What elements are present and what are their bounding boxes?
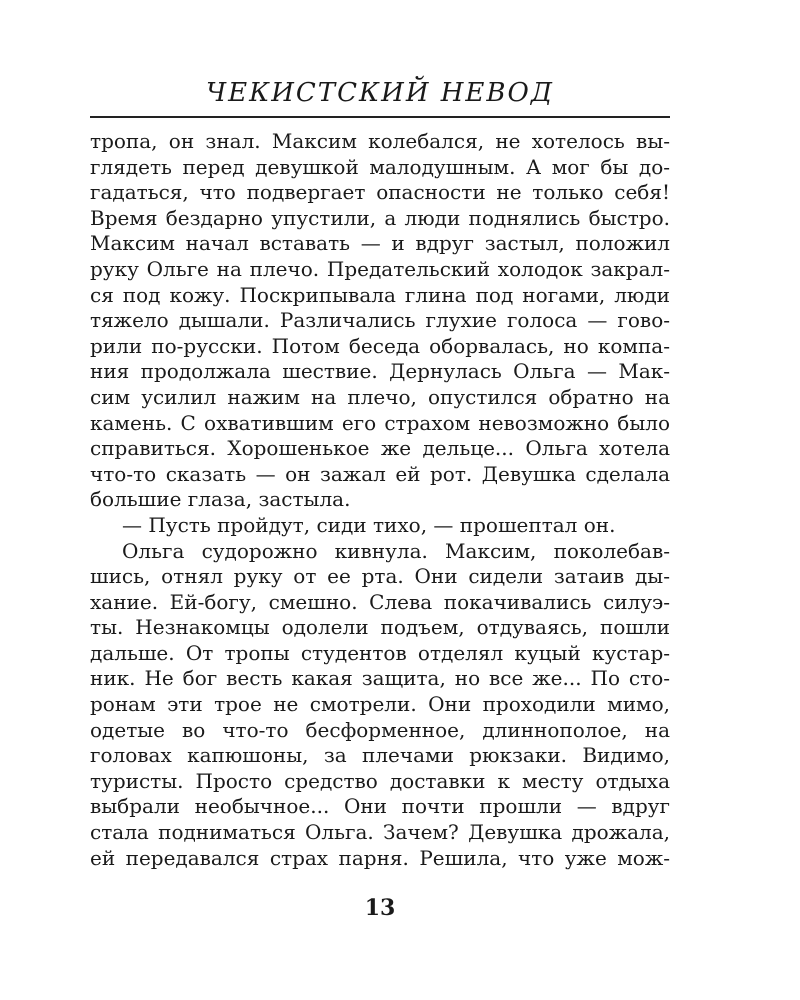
text-line: что-то сказать — он зажал ей рот. Девушка сделала	[90, 461, 670, 486]
text-line: тяжело дышали. Различались глухие голоса — гово-	[90, 308, 670, 333]
text-line: справиться. Хорошенькое же дельце... Ольга хотела	[90, 436, 670, 461]
text-line: рили по-русски. Потом беседа оборвалась, но компа-	[90, 333, 670, 358]
text-line: Время бездарно упустили, а люди поднялись быстро.	[90, 205, 670, 230]
text-line: стала подниматься Ольга. Зачем? Девушка дрожала,	[90, 820, 670, 845]
running-title: ЧЕКИСТСКИЙ НЕВОД	[206, 78, 554, 108]
text-line: Максим начал вставать — и вдруг застыл, положил	[90, 231, 670, 256]
text-line: туристы. Просто средство доставки к месту отдыха	[90, 768, 670, 793]
page-number: 13	[364, 895, 396, 921]
text-line: выбрали необычное... Они почти прошли — вдруг	[90, 794, 670, 819]
text-line: хание. Ей-богу, смешно. Слева покачивались силуэ-	[90, 589, 670, 614]
text-line: руку Ольге на плечо. Предательский холодок закрал-	[90, 256, 670, 281]
header-rule	[90, 116, 670, 118]
text-line: дальше. От тропы студентов отделял куцый кустар-	[90, 640, 670, 665]
text-line: глядеть перед девушкой малодушным. А мог бы до-	[90, 154, 670, 179]
text-line: сим усилил нажим на плечо, опустился обратно на	[90, 384, 670, 409]
text-line: ния продолжала шествие. Дернулась Ольга — Мак-	[90, 359, 670, 384]
text-line: головах капюшоны, за плечами рюкзаки. Видимо,	[90, 743, 670, 768]
dialogue-line: — Пусть пройдут, сиди тихо, — прошептал он.	[122, 512, 616, 537]
text-line: шись, отнял руку от ее рта. Они сидели затаив ды-	[90, 564, 670, 589]
text-line: камень. С охватившим его страхом невозможно было	[90, 410, 670, 435]
text-line: большие глаза, застыла.	[90, 487, 351, 512]
text-line: Ольга судорожно кивнула. Максим, поколебав-	[122, 538, 670, 563]
text-line: гадаться, что подвергает опасности не только себя!	[90, 180, 670, 205]
text-line: ронам эти трое не смотрели. Они проходили мимо,	[90, 692, 670, 717]
text-line: ей передавался страх парня. Решила, что уже мож-	[90, 845, 670, 870]
body-text	[90, 129, 670, 871]
text-line: ся под кожу. Поскрипывала глина под ногами, люди	[90, 282, 670, 307]
text-line: тропа, он знал. Максим колебался, не хотелось вы-	[90, 129, 670, 153]
text-line: одетые во что-то бесформенное, длиннополое, на	[90, 717, 670, 742]
text-line: ник. Не бог весть какая защита, но все же... По сто-	[90, 666, 670, 691]
text-line: ты. Незнакомцы одолели подъем, отдуваясь, пошли	[90, 615, 670, 640]
